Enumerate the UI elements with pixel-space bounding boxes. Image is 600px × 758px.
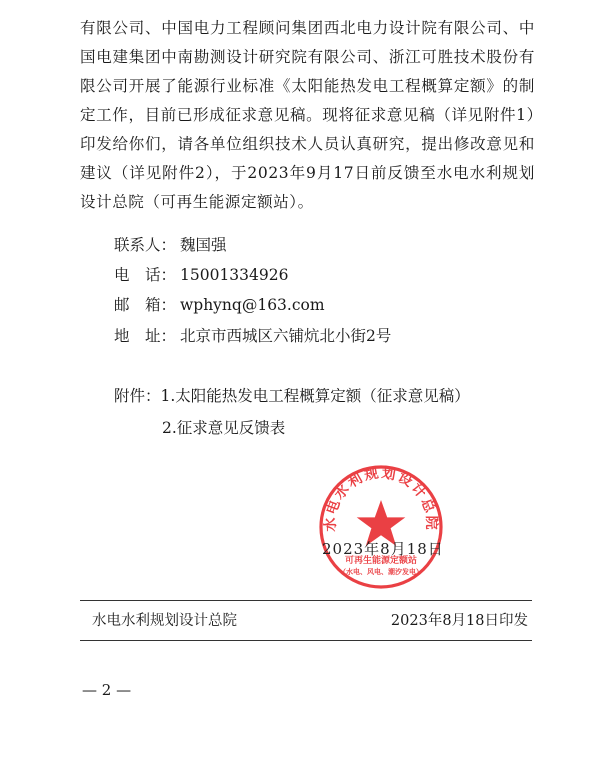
footer-issuer: 水电水利规划设计总院	[92, 613, 237, 629]
contact-person-value: 魏国强	[180, 236, 227, 254]
seal-line-1: 可再生能源定额站	[344, 556, 418, 566]
contact-phone	[114, 265, 288, 285]
contact-address-label: 地 址：	[114, 327, 177, 345]
seal-arc-text: 水电水利规划设计总院	[322, 465, 440, 532]
contact-person	[114, 235, 227, 255]
page-number: — 2 —	[82, 681, 132, 699]
attachment-1	[114, 386, 470, 406]
footer-top-rule	[80, 600, 532, 601]
notice-body	[80, 14, 535, 217]
seal-line-2: （水电、风电、潮汐发电）	[339, 568, 423, 576]
attachments-label: 附件：	[114, 387, 161, 405]
contact-phone-label: 电 话：	[114, 266, 177, 284]
footer-issue-date: 2023年8月18日印发	[390, 613, 528, 629]
attachment-2	[162, 418, 285, 438]
contact-address	[114, 326, 391, 346]
attachment-2-text: 2.征求意见反馈表	[162, 419, 286, 437]
contact-email-value: wphynq@163.com	[180, 296, 325, 314]
footer-bottom-rule	[80, 640, 532, 641]
attachment-1-text: 1.太阳能热发电工程概算定额（征求意见稿）	[160, 387, 470, 405]
contact-email	[114, 295, 325, 315]
contact-person-label: 联系人：	[114, 236, 177, 254]
contact-address-value: 北京市西城区六铺炕北小街2号	[180, 327, 392, 345]
signature-date: 2023年8月18日	[322, 540, 444, 558]
contact-email-label: 邮 箱：	[114, 296, 177, 314]
body-paragraph: 有限公司、中国电力工程顾问集团西北电力设计院有限公司、中国电建集团中南勘测设计研究院有限公司、浙江可胜技术股份有限公司开展了能源行业标准《太阳能热发电工程概算定额》的制定工作，目前已形成征求意见稿。现将征求意见稿（详见附件1）印发给你们，请各单位组织技术人员认真研究，提出修改意见和建议（详见附件2），于2023年9月17日前反馈至水电水利规划设计总院（可再生能源定额站）。	[80, 19, 535, 211]
contact-phone-value: 15001334926	[180, 266, 289, 284]
official-seal-stamp	[316, 462, 446, 592]
